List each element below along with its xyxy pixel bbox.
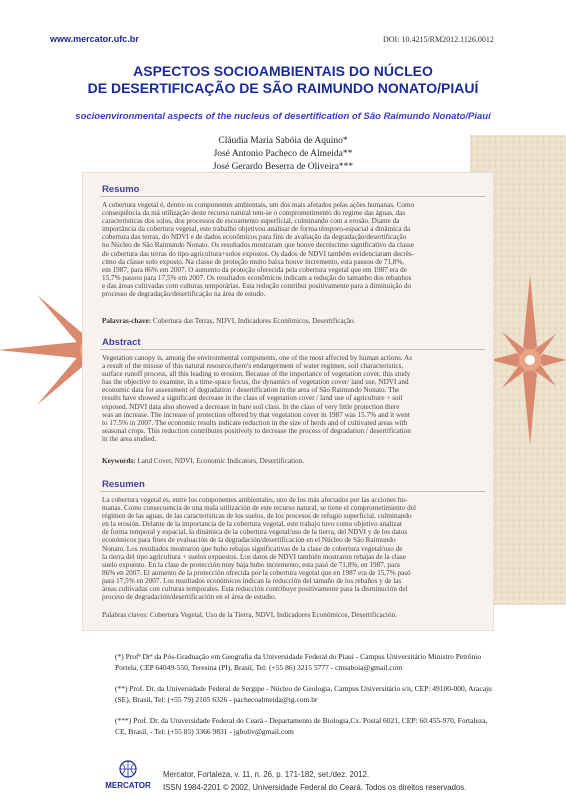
abstract-line: results have showed a significant decrease in the class of vegetation cover / land use of agriculture + soil (102, 394, 403, 403)
resumo-body (102, 201, 482, 298)
mercator-logo (98, 758, 158, 792)
resumo-line: processo de degradação/desertificação na área de estudo. (102, 290, 266, 299)
abstract-line: Vegetation canopy is, among the environmental components, one of the most affected by human actions. As (102, 354, 413, 362)
resumo-line: em 1987, para 86% em 2007. O aumento da proteção oferecida pela cobertura vegetal que em 1987 era de (102, 265, 407, 274)
abstract-heading: Abstract (102, 337, 141, 348)
resumen-line: 86% en 2007. El aumento de la protección ofrecida por la cobertura vegetal que en 1987 era de 15,7% pasó (102, 568, 411, 577)
resumen-keywords-text: Cobertura Vegetal, Uso de la Tierra, NDVI, Indicadores Económicos, Desertificación. (149, 611, 397, 619)
resumo-keywords (102, 317, 355, 325)
resumen-line: suelo expuesto. En la clase de protección muy baja hubo incremento, esta pasó de 71,8%, en 1987, para (102, 560, 400, 569)
abstract-keywords-text: Land Cover, NDVI, Economic Indicators, Desertification. (137, 457, 305, 465)
resumo-line: cobertura das terras, do NDVI e de dados econômicos para fins de avaliação da degradação/desertificação (102, 233, 407, 242)
abstract-line: a result of the misuse of this natural resource,there's endangerment of water regimen, soil characteristics, (102, 362, 404, 371)
abstract-body (102, 354, 482, 443)
logo-text: MERCATOR (105, 781, 151, 790)
resumo-line: características dos solos, dos processos de escoamento superficial, culminando com a erosão. Diante da (102, 217, 400, 226)
resumen-line: La cobertura vegetal es, entre los componentes ambientales, uno de los más afectados por las acciones hu- (102, 496, 408, 504)
resumen-line: de forma temporal y espacial, la dinámica de la cobertura vegetal/uso de la tierra, del NDVI y de los datos (102, 528, 408, 537)
footnote-3-line-1: (***) Prof. Dr. da Universidade Federal do Ceará - Departamento de Biologia,Cx. Postal 6021, CEP: 60.455-970, Fortaleza, (115, 716, 488, 725)
article-title-line-1: ASPECTOS SOCIOAMBIENTAIS DO NÚCLEO (133, 63, 433, 79)
resumo-line: importância da cobertura vegetal, este trabalho objetivou analisar de forma têmporo-espacial a dinâmica da (102, 225, 411, 234)
resumo-line: 15,7% passou para 17,5% em 2007. Os resultados econômicos indicam a redução do tamanho dos rebanhos (102, 273, 412, 282)
author-2: José Antonio Pacheco de Almeida** (213, 149, 353, 159)
resumen-line: áreas cultivadas con culturas temporales. Esta reducción contribuye positivamente para la disminución del (102, 585, 408, 594)
resumo-line: cimo da classe solo exposto. Na classe de proteção muito baixa houve incremento, esta passou de 71,8%, (102, 257, 405, 266)
abstract-line: was an increase. The increase of protection offered by that vegetation cover in 1987 was 15.7% and it went (102, 410, 410, 419)
abstract-line: to 17.5% in 2007. The economic results indicate reduction in the size of herds and of cultivated areas with (102, 418, 408, 427)
abstract-keywords (102, 457, 304, 465)
footnote-3-line-2: CE, Brasil, - Tel: (+55 85) 3366 9831 - jgboliv@gmail.com (115, 726, 294, 736)
footnote-author-1 (115, 652, 500, 673)
resumen-line: proceso de degradación/desertificación en el área de estudio. (102, 593, 277, 602)
resumen-keywords-label: Palabras claves: (102, 611, 149, 619)
abstract-keywords-label: Keywords: (102, 457, 136, 465)
english-title: socioenvironmental aspects of the nucleus of desertification of São Raimundo Nonato/Piauí (75, 111, 491, 122)
abstract-line: has the objective to examine, in a time-space focus, the dynamics of vegetation cover/ land use, NDVI and (102, 378, 409, 387)
resumen-line: la tierra del tipo agricultura + suelos expuestos. Los datos de NDVI también mostraron rebajas de la clase (102, 552, 406, 561)
resumen-line: régimen de las aguas, de las características de los suelos, de los procesos de refugio superficial, culminando (102, 512, 412, 521)
resumo-line: A cobertura vegetal é, dentre os componentes ambientais, um dos mais afetados pelas ações humanas. Como (102, 201, 415, 209)
footnote-author-2 (115, 684, 500, 705)
resumen-line: manas. Como consecuencia de una mala utilización de este recurso natural, se tiene el comprometimiento del (102, 504, 416, 513)
resumen-divider (100, 491, 485, 492)
abstract-line: surface runoff process, all this leading to erosion. Because of the importance of vegetation cover, this study (102, 370, 411, 379)
resumo-line: consequência da má utilização deste recurso natural tem-se o comprometimento do regime das águas, das (102, 209, 406, 218)
footnote-author-3 (115, 716, 500, 737)
resumo-line: de cobertura das terras do tipo agricultura+solos expostos. Os dados de NDVI também evidenciaram decrés- (102, 249, 415, 258)
abstract-line: in the area studied. (102, 434, 157, 443)
resumo-line: no Núcleo de São Raimundo Nonato. Os resultados mostraram que houve decréscimo significativo da classe (102, 241, 414, 250)
footnote-1-line-2: Portela, CEP 64049-550, Teresina (PI), Brasil, Tel: (+55 86) 3215 5777 - cmsaboia@gmail.com (115, 662, 403, 672)
doi-label: DOI: 10.4215/RM2012.1126.0012 (383, 35, 494, 44)
resumen-body (102, 496, 482, 601)
issn-copyright: ISSN 1984-2201 © 2002, Universidade Federal do Ceará. Todos os direitos reservados. (163, 783, 467, 792)
author-3: José Gerardo Beserra de Oliveira*** (212, 162, 354, 172)
abstract-line: exposed. NDVI data also showed a decrease in bare soil class. In the class of very little protection there (102, 402, 400, 411)
abstract-line: seasonal crops. This reduction contributes positively to decrease the process of degradation / desertification (102, 426, 411, 435)
author-1: Cláudia Maria Sabóia de Aquino* (218, 136, 348, 146)
abstract-line: economic data for assessment of degradation / desertification in the area of São Raimundo Nonato. The (102, 386, 400, 395)
footnote-2-line-2: (SE), Brasil, Tel: (+55 79) 2105 6326 - pachecoalmeida@ig.com.br (115, 694, 318, 704)
resumen-line: económicos para fines de evaluación de la degradación/desertificación en el Núcleo de São Raimundo (102, 536, 396, 545)
resumo-divider (100, 196, 485, 197)
resumen-line: Nonato. Los resultados mostraron que hubo rebajas significativas de la clase de cobertura vegetal/uso de (102, 544, 403, 553)
resumo-keywords-text: Cobertura das Terras, NDVI, Indicadores Econômicos, Desertificação. (152, 317, 356, 325)
footnote-2-line-1: (**) Prof. Dr. da Universidade Federal de Sergipe - Núcleo de Geologia, Campus Universitário s/n, CEP: 49100-000, Aracaju (115, 684, 492, 693)
resumo-keywords-label: Palavras-chave: (102, 317, 152, 325)
article-title-line-2: DE DESERTIFICAÇÃO DE SÃO RAIMUNDO NONATO/PIAUÍ (87, 80, 479, 96)
abstract-divider (100, 349, 485, 350)
resumo-heading: Resumo (102, 184, 140, 195)
journal-citation: Mercator, Fortaleza, v. 11, n. 26, p. 171-182, set./dez. 2012. (163, 770, 370, 779)
resumen-line: en la erosión. Delante de la importancia de la cobertura vegetal, este trabajo tuvo como objetivo analizar (102, 520, 403, 529)
resumen-line: para 17,5% en 2007. Los resultados económicos indican la reducción del tamaño de los rebaños y de las (102, 576, 402, 585)
resumo-line: e das áreas cultivadas com culturas temporárias. Esta redução contribui positivamente para a diminuição do (102, 281, 412, 290)
resumen-heading: Resumen (102, 479, 145, 490)
resumen-keywords (102, 611, 397, 619)
footnote-1-line-1: (*) Profª Drª da Pós-Graduação em Geografia da Universidade Federal do Piauí - Campus Universitário Ministro Petrônio (115, 652, 482, 661)
site-url-link[interactable]: www.mercator.ufc.br (50, 34, 139, 44)
